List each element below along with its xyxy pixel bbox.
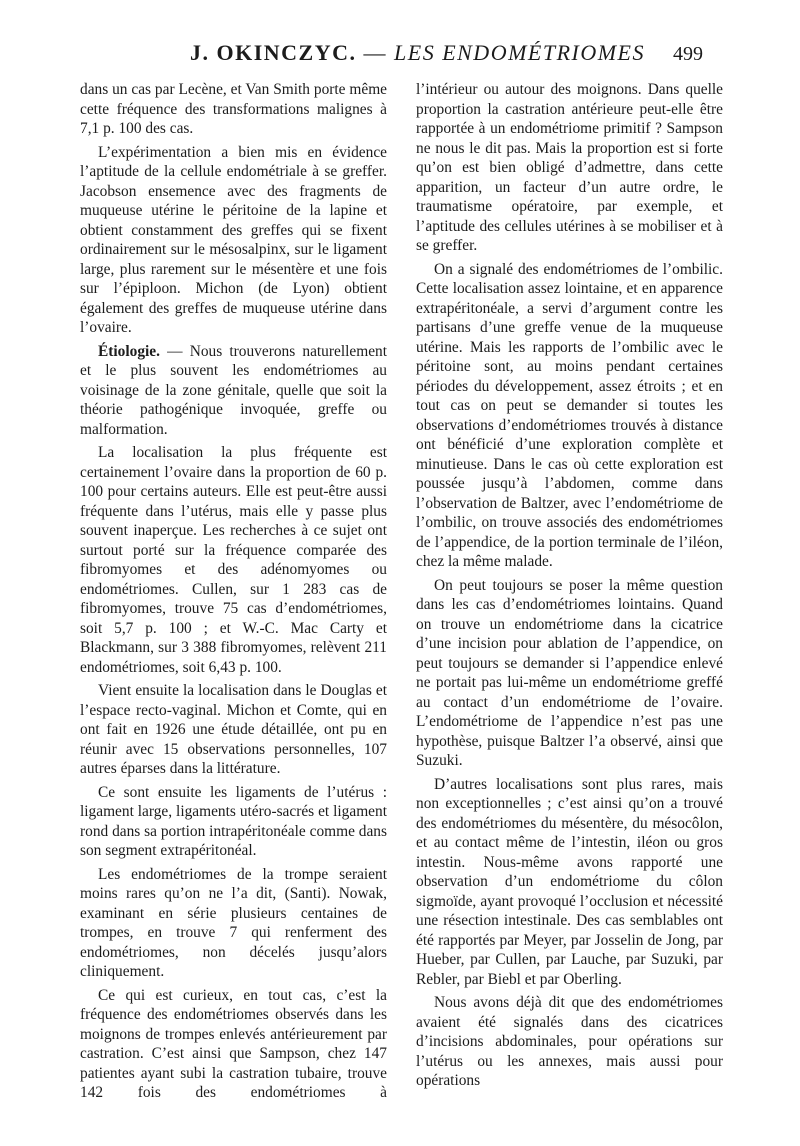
left-paragraph-4: La localisation la plus fréquente est certainement l’ovaire dans la proportion de 60 p. 100 pour certains auteurs. Elle est peut-être aussi fréquente dans l’utérus, mais elle y passe plus souvent inaperçue. Les recherches à ce sujet ont surtout porté sur la fréquence comparée des fibromyomes et des adénomyomes ou endométriomes. Cullen, sur 1 283 cas de fibromyomes, trouve 75 cas d’endométriomes, soit 5,7 p. 100 ; et W.-C. Mac Carty et Blackmann, sur 3 388 fibromyomes, relèvent 211 endométriomes, soit 6,43 p. 100. — [80, 444, 387, 676]
header-author: J. OKINCZYC. — [190, 40, 357, 65]
header-title: LES ENDOMÉTRIOMES — [394, 40, 645, 65]
left-paragraph-3-text: — Nous trouverons naturellement et le plus souvent les endométriomes au voisinage de la zone génitale, quelle que soit la théorie pathogénique invoquée, greffe ou malformation. — [80, 342, 387, 438]
left-paragraph-6: Ce sont ensuite les ligaments de l’utérus : ligament large, ligaments utéro-sacrés et ligament rond dans sa portion intrapéritonéale comme dans son segment extrapéritonéal. — [80, 783, 387, 859]
left-paragraph-3 — [80, 342, 387, 440]
left-paragraph-5: Vient ensuite la localisation dans le Douglas et l’espace recto-vaginal. Michon et Comte, qui en ont fait en 1926 une étude détaillée, ont pu en réunir avec 15 observations personnelles, 107 autres éparses dans la littérature. — [80, 682, 387, 777]
left-paragraph-2: L’expérimentation a bien mis en évidence l’aptitude de la cellule endométriale à se greffer. Jacobson ensemence avec des fragments de muqueuse utérine le péritoine de la lapine et obtient constamment des greffes qui se fixent ordinairement sur le mésosalpinx, sur le ligament large, plus rarement sur le mésentère et une fois sur l’épiploon. Michon (de Lyon) obtient également des greffes de muqueuse utérine dans l’ovaire. — [80, 143, 387, 336]
running-header — [0, 40, 800, 70]
running-title — [190, 40, 645, 66]
right-paragraph-5: Nous avons déjà dit que des endométriomes avaient été signalés dans des cicatrices d’incisions abdominales, pour opérations sur l’utérus ou les annexes, mais aussi pour opérations — [416, 994, 723, 1089]
right-paragraph-2: On a signalé des endométriomes de l’ombilic. Cette localisation assez lointaine, et en apparence extrapéritonéale, a servi d’argument contre les partisans d’une greffe venue de la muqueuse utérine. Mais les rapports de l’ombilic avec le péritoine sont, au moins pendant certaines périodes du développement, assez étroits ; et en tout cas on peut se demander si toutes les observations d’endométriomes trouvés à distance ont bénéficié d’une exploration complète et minutieuse. Dans le cas où cette exploration est poussée jusqu’à l’abdomen, comme dans l’observation de Baltzer, avec l’endométriome de l’ombilic, on trouve associés des endométriomes de l’appendice, de la portion terminale de l’iléon, chez la même malade. — [416, 260, 723, 570]
right-paragraph-4: D’autres localisations sont plus rares, mais non exceptionnelles ; c’est ainsi qu’on a trouvé des endométriomes du mésentère, du mésocôlon, et au contact même de l’intestin, iléon ou gros intestin. Nous-même avons rapporté une observation d’un endométriome du côlon sigmoïde, ayant provoqué l’occlusion et nécessité une résection intestinale. Des cas semblables ont été rapportés par Meyer, par Josselin de Jong, par Hueber, par Cullen, par Lauche, par Suzuki, par Rebler, par Biebl et par Oberling. — [416, 775, 723, 988]
section-heading-etiologie: Étiologie. — [98, 342, 160, 360]
left-column — [80, 80, 387, 1103]
header-dash: — — [363, 40, 388, 65]
left-paragraph-8: Ce qui est curieux, en tout cas, c’est la fréquence des endométriomes observés dans les moignons de trompes enlevés antérieurement par castration. C’est ainsi que Sampson, chez 147 patientes ayant subi la castration tubaire, trouve 142 fois des endométriomes à — [80, 986, 387, 1101]
right-paragraph-1: l’intérieur ou autour des moignons. Dans quelle proportion la castration antérieure peut-elle être rapportée à un endométriome primitif ? Sampson ne nous le dit pas. Mais la proportion est si forte qu’on est bien obligé d’admettre, dans cette apparition, un facteur d’un autre ordre, le traumatisme opératoire, par exemple, et l’aptitude des cellules utérines à se mobiliser et à se greffer. — [416, 81, 723, 254]
right-column — [416, 80, 723, 1091]
left-paragraph-1: dans un cas par Lecène, et Van Smith porte même cette fréquence des transformations malignes à 7,1 p. 100 des cas. — [80, 81, 387, 137]
right-paragraph-3: On peut toujours se poser la même question dans les cas d’endométriomes lointains. Quand on trouve un endométriome dans la cicatrice d’une incision pour ablation de l’appendice, on peut toujours se demander si l’appendice enlevé ne portait pas lui-même un endométriome greffé au contact d’un endométriome de l’ovaire. L’endométriome de l’appendice n’est pas une hypothèse, puisque Baltzer l’a observé, ainsi que Suzuki. — [416, 576, 723, 769]
page-number: 499 — [673, 43, 703, 65]
left-paragraph-7: Les endométriomes de la trompe seraient moins rares qu’on ne l’a dit, (Santi). Nowak, examinant en série plusieurs centaines de trompes, en trouve 7 qui renferment des endométriomes, non décelés jusqu’alors cliniquement. — [80, 865, 387, 980]
